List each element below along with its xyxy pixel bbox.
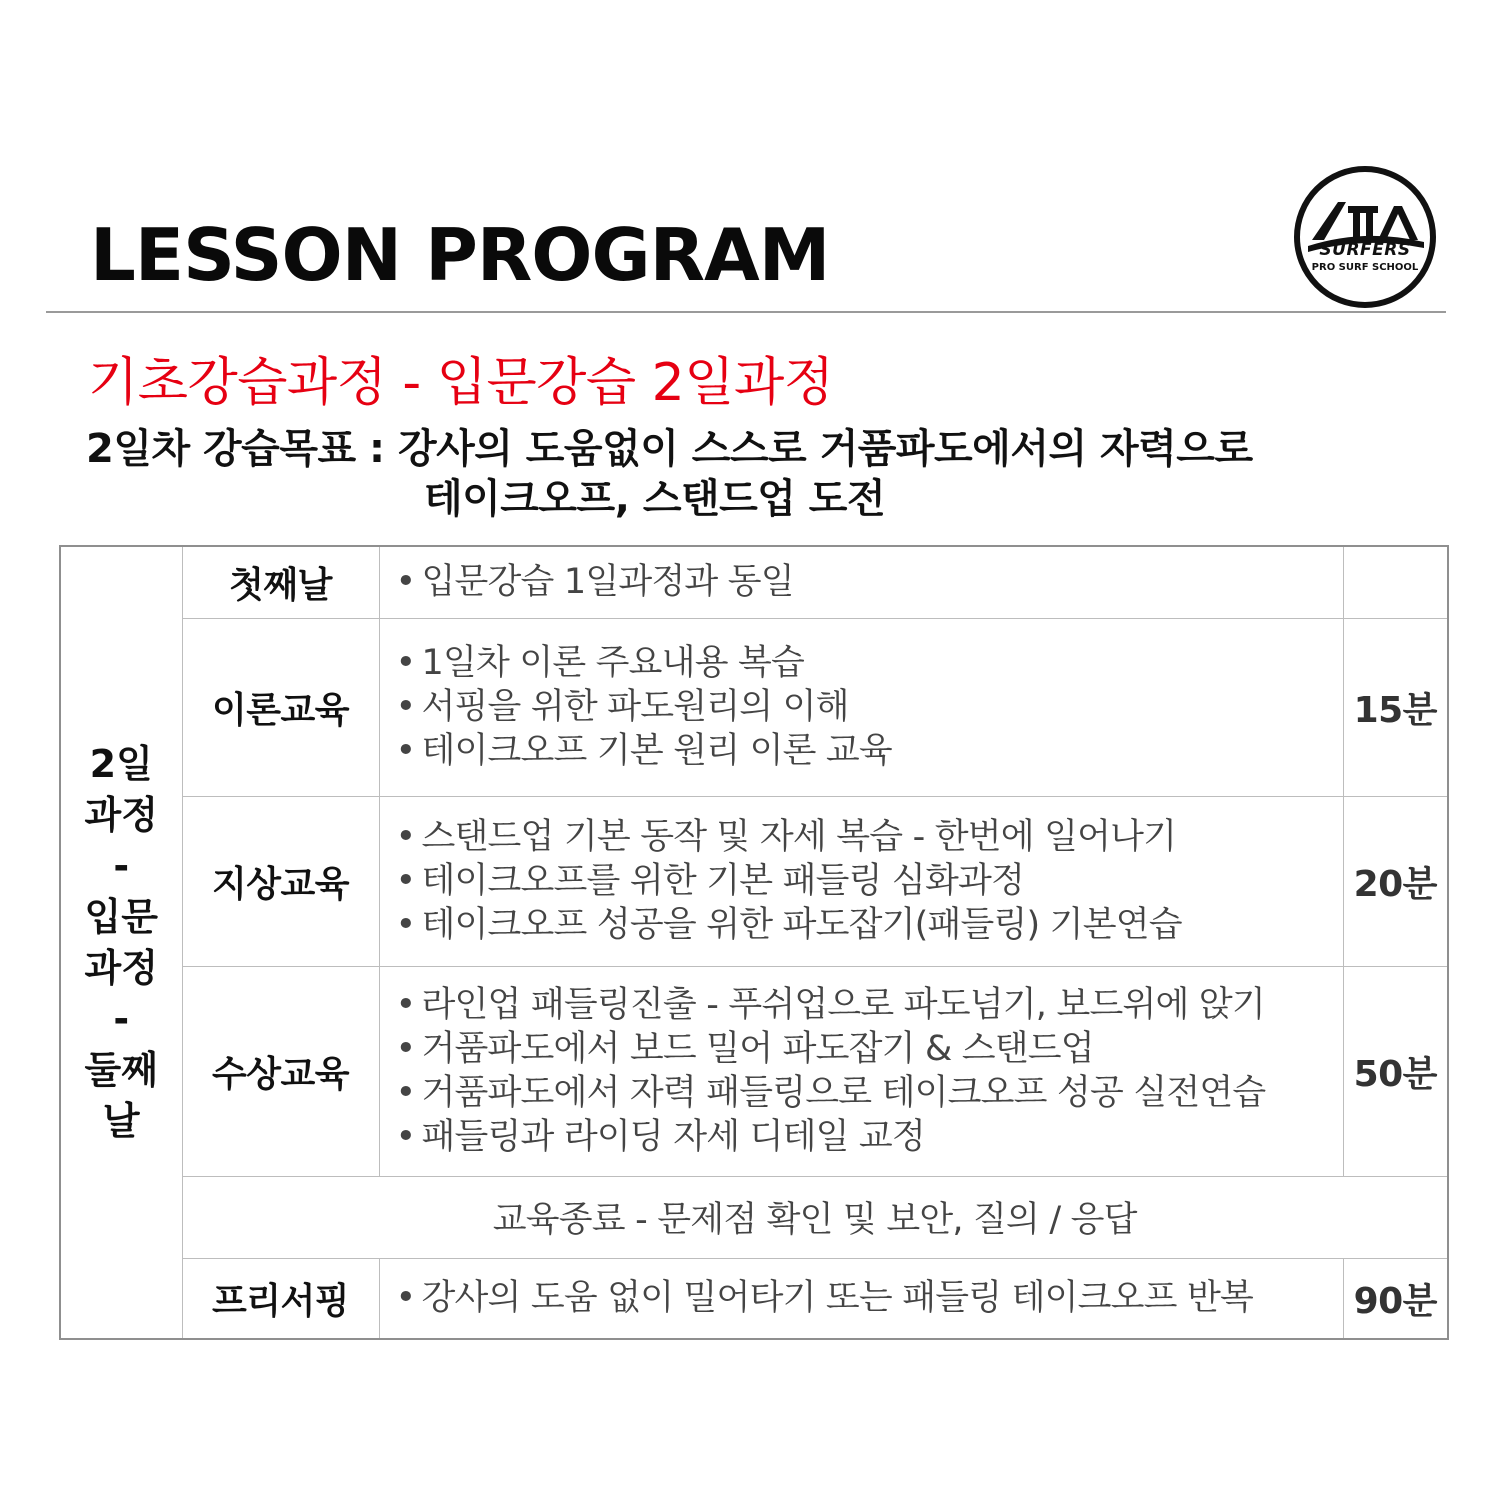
course-label-line: 2일 <box>89 741 153 786</box>
course-label-line: - <box>113 996 130 1041</box>
category-cell: 지상교육 <box>182 796 379 966</box>
course-label-line: 과정 <box>84 792 158 837</box>
atta-surfers-logo <box>1290 162 1440 312</box>
list-item: • 테이크오프를 위한 기본 패들링 심화과정 <box>396 859 1343 903</box>
description-cell <box>379 1258 1343 1339</box>
course-label-cell <box>60 546 182 1339</box>
course-label-line: 둘째 <box>84 1047 158 1092</box>
lesson-program-table <box>59 545 1449 1340</box>
table-row-first-day <box>60 546 1448 618</box>
list-item: • 테이크오프 성공을 위한 파도잡기(패들링) 기본연습 <box>396 903 1343 947</box>
category-cell: 이론교육 <box>182 618 379 796</box>
duration-cell: 20분 <box>1343 796 1448 966</box>
table-row-theory <box>60 618 1448 796</box>
table-row-free-surfing <box>60 1258 1448 1339</box>
list-item: • 패들링과 라이딩 자세 디테일 교정 <box>396 1115 1343 1159</box>
duration-cell: 50분 <box>1343 966 1448 1176</box>
goal-line-1: 2일차 강습목표 : 강사의 도움없이 스스로 거품파도에서의 자력으로 <box>86 426 1253 472</box>
list-item: • 스탠드업 기본 동작 및 자세 복습 - 한번에 일어나기 <box>396 815 1343 859</box>
table-row-ground <box>60 796 1448 966</box>
list-item: • 입문강습 1일과정과 동일 <box>396 560 1343 604</box>
list-item: • 거품파도에서 자력 패들링으로 테이크오프 성공 실전연습 <box>396 1071 1343 1115</box>
course-label-line: - <box>113 843 130 888</box>
logo-brand-text: SURFERS <box>1319 240 1411 260</box>
list-item: • 1일차 이론 주요내용 복습 <box>396 641 1343 685</box>
list-item: • 서핑을 위한 파도원리의 이해 <box>396 685 1343 729</box>
course-title: 기초강습과정 - 입문강습 2일과정 <box>88 353 834 413</box>
list-item: • 테이크오프 기본 원리 이론 교육 <box>396 729 1343 773</box>
header-divider <box>46 311 1446 313</box>
table-row-end-note <box>60 1176 1448 1258</box>
list-item: • 라인업 패들링진출 - 푸쉬업으로 파도넘기, 보드위에 앉기 <box>396 983 1343 1027</box>
table-row-water <box>60 966 1448 1176</box>
list-item: • 거품파도에서 보드 밀어 파도잡기 & 스탠드업 <box>396 1027 1343 1071</box>
page-heading: LESSON PROGRAM <box>90 213 830 297</box>
duration-cell <box>1343 546 1448 618</box>
description-cell <box>379 618 1343 796</box>
description-cell <box>379 796 1343 966</box>
category-cell: 수상교육 <box>182 966 379 1176</box>
goal-line-2: 테이크오프, 스탠드업 도전 <box>424 476 886 522</box>
category-cell: 프리서핑 <box>182 1258 379 1339</box>
description-cell <box>379 546 1343 618</box>
logo-tagline-text: PRO SURF SCHOOL <box>1311 262 1419 273</box>
duration-cell: 90분 <box>1343 1258 1448 1339</box>
logo-emblem-icon <box>1290 162 1440 312</box>
duration-cell: 15분 <box>1343 618 1448 796</box>
category-cell: 첫째날 <box>182 546 379 618</box>
course-label-line: 입문 <box>84 894 158 939</box>
description-cell <box>379 966 1343 1176</box>
course-label-line: 날 <box>102 1098 140 1143</box>
end-note-cell: 교육종료 - 문제점 확인 및 보안, 질의 / 응답 <box>182 1176 1448 1258</box>
course-label-line: 과정 <box>84 945 158 990</box>
lesson-goal <box>86 424 1446 524</box>
list-item: • 강사의 도움 없이 밀어타기 또는 패들링 테이크오프 반복 <box>396 1276 1343 1320</box>
